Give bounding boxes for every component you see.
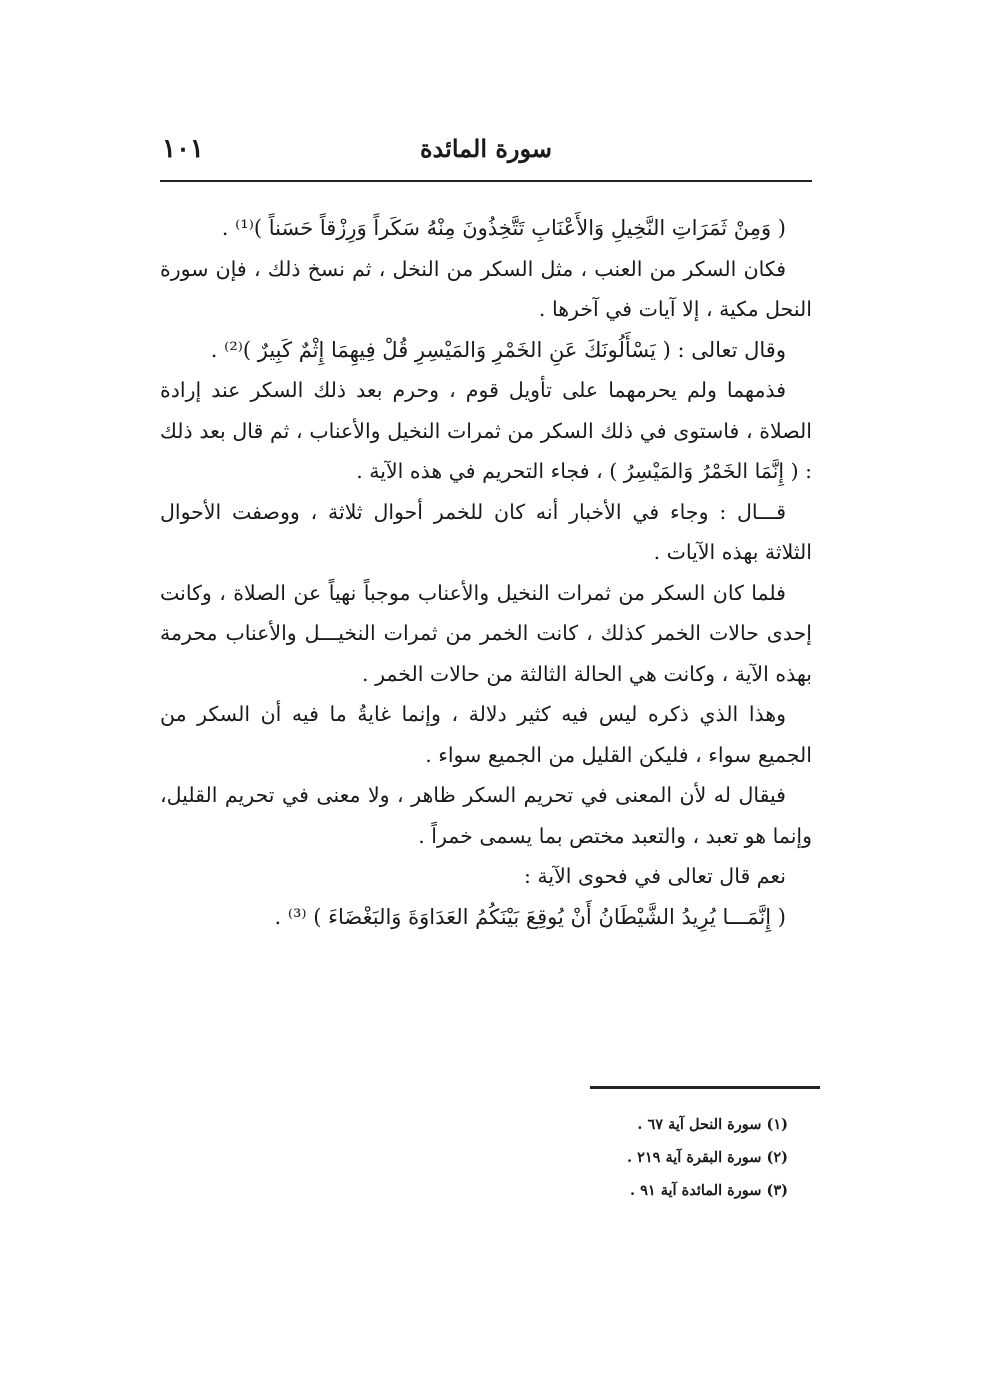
paragraph: قـــال : وجاء في الأخبار أنه كان للخمر أحوال ثلاثة ، ووصفت الأحوال الثلاثة بهذه الآيات . xyxy=(160,499,812,564)
paragraph: وهذا الذي ذكره ليس فيه كثير دلالة ، وإنما غايةُ ما فيه أن السكر من الجميع سواء ، فليكن القليل من الجميع سواء . xyxy=(160,702,812,767)
paragraph: نعم قال تعالى في فحوى الآية : xyxy=(524,864,786,888)
footnote: (٢) سورة البقرة آية ٢١٩ . xyxy=(626,1149,788,1166)
quran-verse-paragraph: وقال تعالى : ( يَسْأَلُونَكَ عَنِ الخَمْرِ وَالمَيْسِرِ قُلْ فِيهِمَا إِثْمٌ كَبِيرٌ )⁽²⁾ . xyxy=(210,337,786,362)
footnotes xyxy=(480,1108,788,1207)
page-header xyxy=(160,128,812,176)
paragraph: فذمهما ولم يحرمهما على تأويل قوم ، وحرم بعد ذلك السكر عند إرادة الصلاة ، فاستوى في ذلك السكر من ثمرات النخيل والأعناب ، ثم قال بعد ذلك : ( إِنَّمَا الخَمْرُ وَالمَيْسِرُ ) ، فجاء التحريم في هذه الآية . xyxy=(160,378,812,483)
main-text xyxy=(160,208,812,937)
footnote: (١) سورة النحل آية ٦٧ . xyxy=(637,1116,788,1133)
quran-verse-paragraph: ( وَمِنْ ثَمَرَاتِ النَّخِيلِ وَالأَعْنَابِ تَتَّخِذُونَ مِنْهُ سَكَراً وَرِزْقاً حَسَناً )⁽¹⁾ . xyxy=(221,216,786,240)
footnote: (٣) سورة المائدة آية ٩١ . xyxy=(630,1182,788,1199)
page-number: ١٠١ xyxy=(162,134,204,164)
footnote-rule xyxy=(590,1086,820,1089)
header-rule xyxy=(160,180,812,182)
running-title: سورة المائدة xyxy=(419,134,553,163)
paragraph: فلما كان السكر من ثمرات النخيل والأعناب موجباً نهياً عن الصلاة ، وكانت إحدى حالات الخمر كذلك ، كانت الخمر من ثمرات النخيـــل والأعناب محرمة بهذه الآية ، وكانت هي الحالة الثالثة من حالات الخمر . xyxy=(160,580,812,686)
paragraph: فيقال له لأن المعنى في تحريم السكر ظاهر ، ولا معنى في تحريم القليل، وإنما هو تعبد ، والتعبد مختص بما يسمى خمراً . xyxy=(160,783,812,848)
quran-verse-paragraph: ( إِنَّمَـــا يُرِيدُ الشَّيْطَانُ أَنْ يُوقِعَ بَيْنَكُمُ العَدَاوَةَ وَالبَغْضَاءَ ) ⁽³⁾ . xyxy=(274,904,786,929)
paragraph: فكان السكر من العنب ، مثل السكر من النخل ، ثم نسخ ذلك ، فإن سورة النحل مكية ، إلا آيات في آخرها . xyxy=(160,256,812,321)
